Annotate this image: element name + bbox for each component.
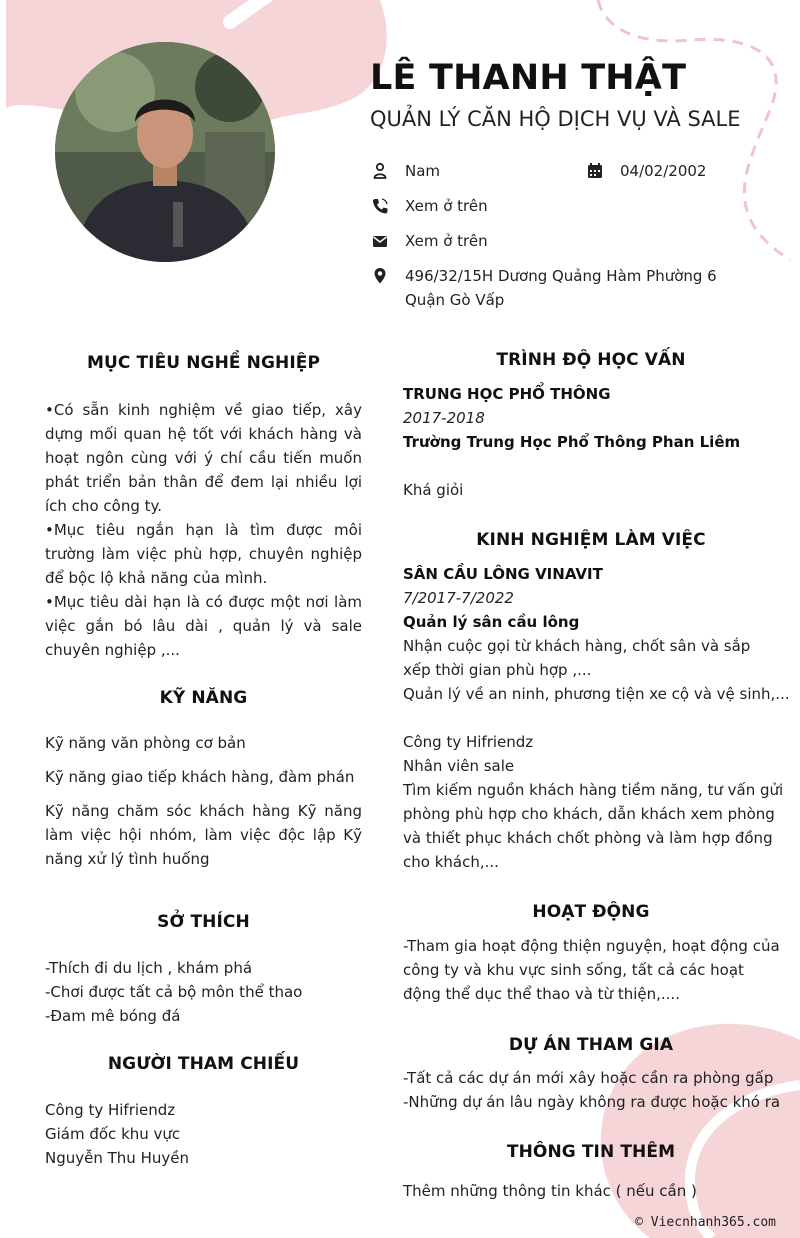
hobbies-section [45,956,362,1028]
job-description-line: Quản lý về an ninh, phương tiện xe cộ và vệ sinh,... [403,685,790,703]
education-level: TRUNG HỌC PHỔ THÔNG [403,385,611,403]
activities-section [403,934,793,1006]
education-period: 2017-2018 [403,409,485,427]
reference-item: Giám đốc khu vực [45,1125,181,1143]
job-period: 7/2017-7/2022 [403,589,514,607]
activity-line: công ty và khu vực sinh sống, tất cả các hoạt [403,961,744,979]
email-value: Xem ở trên [405,232,488,250]
job-description-line: Tìm kiếm nguồn khách hàng tiềm năng, tư vấn gửi [403,781,784,799]
skill-item: Kỹ năng chăm sóc khách hàng Kỹ năng làm việc hội nhóm, làm việc độc lập Kỹ năng xử lý tình huống [45,802,362,868]
address-line-1: 496/32/15H Dương Quảng Hàm Phường 6 [405,267,717,285]
job-description-line: cho khách,... [403,853,499,871]
calendar-icon [585,161,605,181]
education-grade: Khá giỏi [403,481,464,499]
reference-item: Nguyễn Thu Huyền [45,1149,189,1167]
gender-row [370,159,570,183]
job-company: SÂN CẦU LÔNG VINAVIT [403,565,603,583]
address-line-2: Quận Gò Vấp [405,291,505,309]
envelope-icon [370,231,390,251]
references-section [45,1098,362,1170]
objective-section [45,398,362,662]
project-line: -Tất cả các dự án mới xây hoặc cần ra phòng gấp [403,1069,774,1087]
education-school: Trường Trung Học Phổ Thông Phan Liêm [403,433,741,451]
objective-paragraph: •Mục tiêu ngắn hạn là tìm được môi trường làm việc phù hợp, chuyên nghiệp để bộc lộ khả năng của mình. [45,521,362,587]
references-heading: NGƯỜI THAM CHIẾU [107,1054,300,1074]
birthday-row [585,159,785,183]
profile-photo [55,42,275,262]
profile-photo-image [55,42,275,262]
objective-paragraph: •Có sẵn kinh nghiệm về giao tiếp, xây dựng mối quan hệ tốt với khách hàng và hoạt ngôn cùng với ý chí cầu tiến muốn phát triển bản thân để đem lại nhiều lợi ích cho công ty. [45,401,362,515]
skills-section [45,731,362,871]
education-section [403,382,783,502]
skill-item: Kỹ năng văn phòng cơ bản [45,734,246,752]
reference-item: Công ty Hifriendz [45,1101,176,1119]
birthday-value: 04/02/2002 [620,162,707,180]
job-description-line: xếp thời gian phù hợp ,... [403,661,592,679]
activity-line: -Tham gia hoạt động thiện nguyện, hoạt động của [403,937,780,955]
gender-value: Nam [405,162,441,180]
job-description-line: Nhận cuộc gọi từ khách hàng, chốt sân và sắp [403,637,751,655]
hobby-item: -Chơi được tất cả bộ môn thể thao [45,983,303,1001]
person-icon [370,161,390,181]
job-role: Nhân viên sale [403,757,515,775]
objective-heading: MỤC TIÊU NGHỀ NGHIỆP [86,353,321,373]
skills-heading: KỸ NĂNG [159,688,248,708]
candidate-name: LÊ THANH THẬT [370,58,687,98]
experience-heading: KINH NGHIỆM LÀM VIỆC [476,530,706,550]
activities-heading: HOẠT ĐỘNG [532,902,650,922]
experience-section [403,562,793,874]
job-title: QUẢN LÝ CĂN HỘ DỊCH VỤ VÀ SALE [370,107,741,131]
phone-icon [370,196,390,216]
phone-row [370,194,670,218]
skill-item: Kỹ năng giao tiếp khách hàng, đàm phán [45,768,355,786]
phone-value: Xem ở trên [405,197,488,215]
hobby-item: -Đam mê bóng đá [45,1007,181,1025]
job-description-line: và thiết phục khách chốt phòng và làm hợp đồng [403,829,773,847]
job-company: Công ty Hifriendz [403,733,534,751]
project-line: -Những dự án lâu ngày không ra được hoặc khó ra [403,1093,781,1111]
projects-section [403,1066,793,1114]
projects-heading: DỰ ÁN THAM GIA [508,1035,674,1055]
email-row [370,229,670,253]
job-role: Quản lý sân cầu lông [403,613,580,631]
education-heading: TRÌNH ĐỘ HỌC VẤN [496,350,686,370]
job-description-line: phòng phù hợp cho khách, dẫn khách xem phòng [403,805,775,823]
hobby-item: -Thích đi du lịch , khám phá [45,959,253,977]
activity-line: động thể dục thể thao và từ thiện,.... [403,985,680,1003]
address-row [370,264,770,312]
map-pin-icon [370,266,390,286]
hobbies-heading: SỞ THÍCH [157,912,250,932]
watermark: © Viecnhanh365.com [635,1215,776,1230]
objective-paragraph: •Mục tiêu dài hạn là có được một nơi làm việc gắn bó lâu dài , quản lý và sale chuyên nghiệp ,... [45,593,362,659]
extra-info-heading: THÔNG TIN THÊM [506,1142,676,1162]
extra-info-text: Thêm những thông tin khác ( nếu cần ) [403,1182,697,1200]
